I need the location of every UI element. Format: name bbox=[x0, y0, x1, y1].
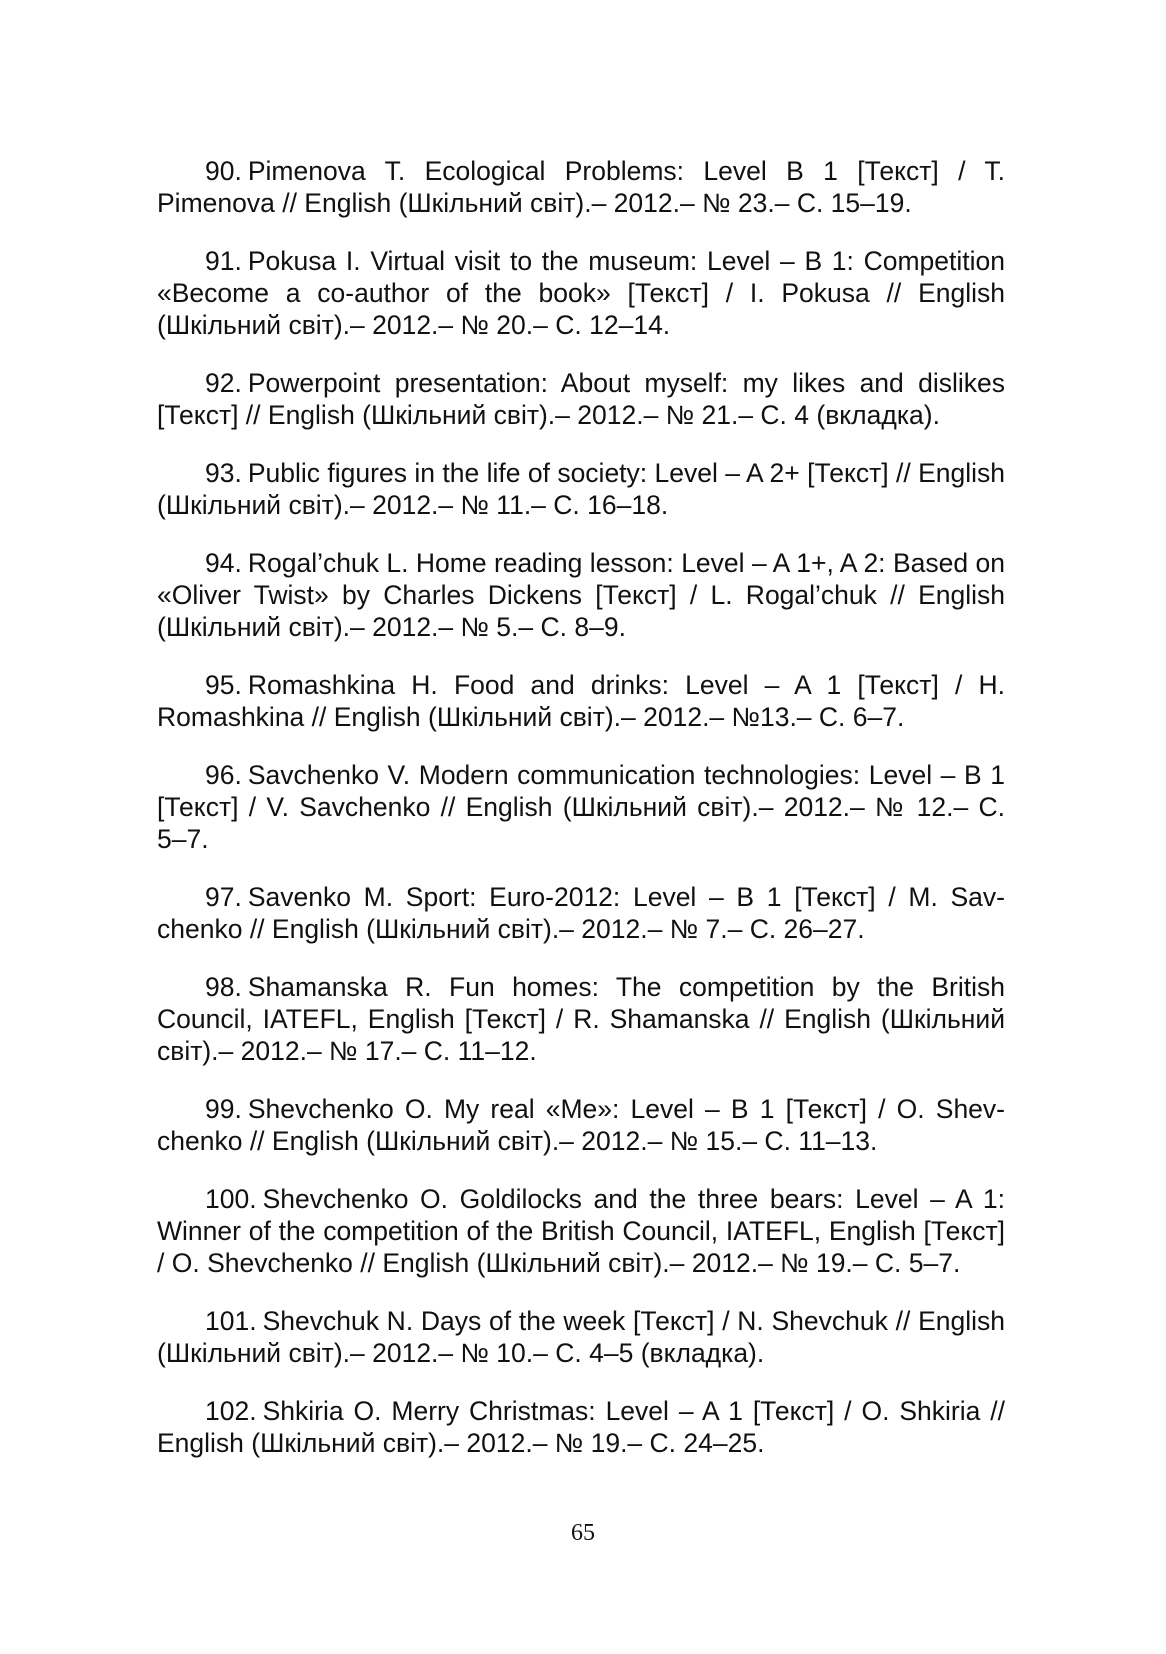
entry-text: Savchenko V. Modern communication technologies: Level – B 1 [Текст] / V. Savchenko // English (Шкільний світ).– 2012.– № 12.– С. 5–7. bbox=[157, 760, 1005, 854]
bibliography-entry bbox=[157, 367, 1005, 431]
entry-text: Shevchuk N. Days of the week [Текст] / N. Shevchuk // English (Шкільний світ).– 2012.– № 10.– С. 4–5 (вкладка). bbox=[157, 1306, 1005, 1368]
bibliography-entry bbox=[157, 759, 1005, 855]
entry-number: 101. bbox=[205, 1306, 257, 1336]
bibliography-list bbox=[157, 155, 1005, 1485]
bibliography-entry bbox=[157, 971, 1005, 1067]
bibliography-entry bbox=[157, 547, 1005, 643]
bibliography-entry bbox=[157, 1093, 1005, 1157]
entry-text: Powerpoint presentation: About myself: my likes and dislikes [Текст] // English (Шкільний світ).– 2012.– № 21.– С. 4 (вкладка). bbox=[157, 368, 1005, 430]
bibliography-entry bbox=[157, 669, 1005, 733]
entry-number: 91. bbox=[205, 246, 242, 276]
bibliography-entry bbox=[157, 245, 1005, 341]
entry-text: Rogal’chuk L. Home reading lesson: Level – A 1+, A 2: Based on «Oliver Twist» by Charles Dickens [Текст] / L. Rogal’chuk // English (Шкільний світ).– 2012.– № 5.– С. 8–9. bbox=[157, 548, 1005, 642]
entry-text: Pimenova T. Ecological Problems: Level B 1 [Текст] / T. Pimenova // English (Шкільний світ).– 2012.– № 23.– С. 15–19. bbox=[157, 156, 1005, 218]
entry-text: Romashkina H. Food and drinks: Level – A 1 [Текст] / H. Romashkina // English (Шкільний світ).– 2012.– №13.– С. 6–7. bbox=[157, 670, 1005, 732]
entry-number: 99. bbox=[205, 1094, 242, 1124]
entry-number: 90. bbox=[205, 156, 242, 186]
entry-text: Pokusa I. Virtual visit to the museum: Level – B 1: Competition «Become a co-author of the book» [Текст] / I. Pokusa // English (Шкільний світ).– 2012.– № 20.– С. 12–14. bbox=[157, 246, 1005, 340]
entry-text: Public figures in the life of society: Level – A 2+ [Текст] // English (Шкільний світ).– 2012.– № 11.– С. 16–18. bbox=[157, 458, 1005, 520]
entry-number: 98. bbox=[205, 972, 242, 1002]
entry-number: 100. bbox=[205, 1184, 257, 1214]
entry-number: 102. bbox=[205, 1396, 257, 1426]
entry-text: Savenko M. Sport: Euro-2012: Level – B 1 [Текст] / M. Savchenko // English (Шкільний світ).– 2012.– № 7.– С. 26–27. bbox=[157, 882, 1005, 944]
entry-text: Shevchenko O. Goldilocks and the three bears: Level – A 1: Winner of the competition of the British Council, IATEFL, English [Текст] / O. Shevchenko // English (Шкільний світ).– 2012.– № 19.– С. 5–7. bbox=[157, 1184, 1005, 1278]
bibliography-entry bbox=[157, 457, 1005, 521]
bibliography-entry bbox=[157, 1183, 1005, 1279]
entry-number: 97. bbox=[205, 882, 242, 912]
bibliography-entry bbox=[157, 155, 1005, 219]
entry-number: 92. bbox=[205, 368, 242, 398]
entry-number: 95. bbox=[205, 670, 242, 700]
entry-number: 93. bbox=[205, 458, 242, 488]
entry-number: 96. bbox=[205, 760, 242, 790]
entry-text: Shamanska R. Fun homes: The competition by the British Council, IATEFL, English [Текст] / R. Shamanska // English (Шкільний світ).– 2012.– № 17.– С. 11–12. bbox=[157, 972, 1005, 1066]
page-number: 65 bbox=[571, 1520, 595, 1546]
bibliography-entry bbox=[157, 1305, 1005, 1369]
entry-text: Shkiria O. Merry Christmas: Level – A 1 [Текст] / O. Shkiria // English (Шкільний світ).– 2012.– № 19.– С. 24–25. bbox=[157, 1396, 1005, 1458]
entry-number: 94. bbox=[205, 548, 242, 578]
entry-text: Shevchenko O. My real «Me»: Level – B 1 [Текст] / O. Shevchenko // English (Шкільний світ).– 2012.– № 15.– С. 11–13. bbox=[157, 1094, 1005, 1156]
bibliography-entry bbox=[157, 881, 1005, 945]
bibliography-entry bbox=[157, 1395, 1005, 1459]
